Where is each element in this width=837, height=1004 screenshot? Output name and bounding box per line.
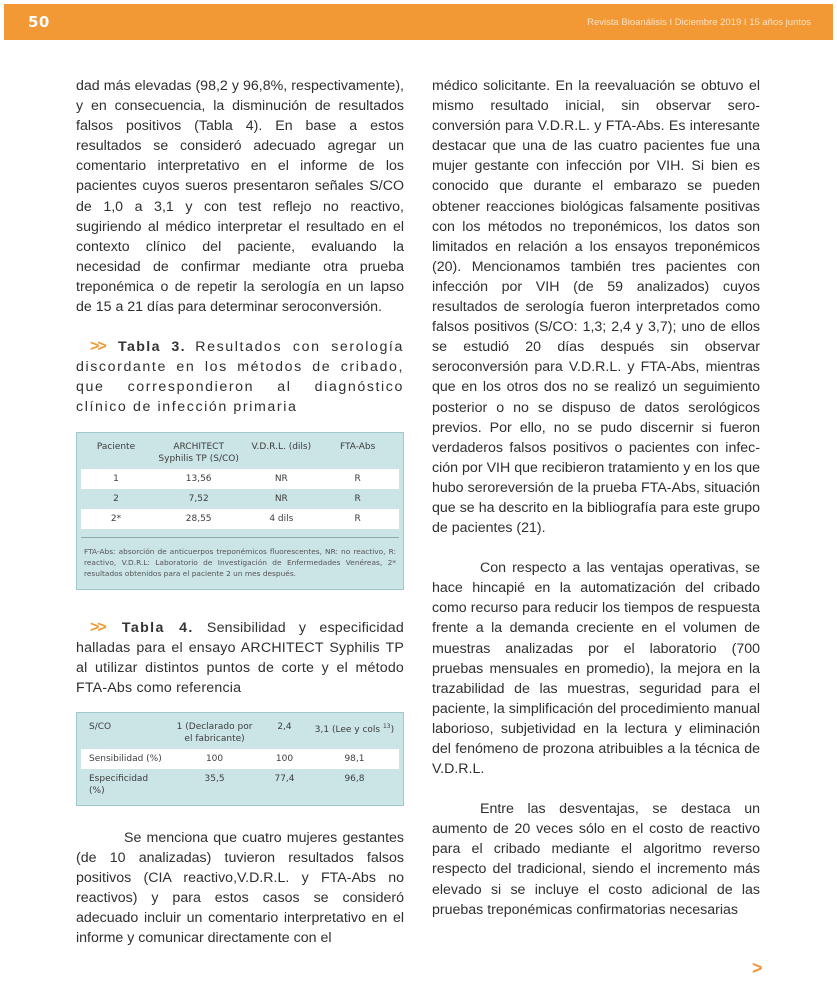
- table3-caption-text: Resultados con serología discordante en los métodos de cribado, que correspondieron al diagnóstico clínico de infección primaria: [76, 339, 404, 416]
- spacer: [432, 538, 760, 558]
- table-header-cell: 3,1 (Lee y cols $^{13}$): [314, 722, 395, 735]
- table3-caption: [76, 337, 404, 417]
- right-column: [432, 76, 760, 920]
- table-cell: 1: [81, 469, 151, 489]
- table4-caption: [76, 618, 404, 698]
- double-chevron-icon: >>: [90, 618, 105, 636]
- table-cell: Especificidad (%): [89, 773, 149, 796]
- table-cell: 2: [113, 493, 119, 504]
- table-row: [81, 489, 399, 509]
- table3-label: Tabla 3.: [117, 339, 187, 356]
- journal-title: Revista Bioanálisis I Diciembre 2019 I 15 años juntos: [587, 16, 811, 28]
- table-cell: 100: [170, 749, 259, 769]
- table-cell: 77,4: [274, 773, 295, 784]
- spacer: [76, 698, 404, 712]
- spacer: [76, 590, 404, 618]
- table-cell: R: [354, 493, 361, 504]
- table-cell: 98,1: [310, 749, 399, 769]
- table4-grid: [81, 717, 399, 801]
- table3-footnote: FTA-Abs: absorción de anticuerpos treponémicos fluorescentes, NR: no reactivo, R: reactivo, V.D.R.L: Laboratorio de Investigación de Enfermedades Venéreas, 2* resultados obtenidos para el paciente 2 un mes después.: [81, 537, 399, 583]
- table-cell: NR: [274, 493, 288, 504]
- paragraph: Se menciona que cuatro mujeres gestantes (de 10 analizadas) tuvieron resultados falsos positivos (CIA reactivo,V.D.R.L. y FTA-Abs no reactivos) y para estos casos se consideró adecuado incluir un comentario interpretativo en el informe y comunicar directamente con el: [76, 829, 404, 947]
- table-row: [81, 769, 399, 801]
- table-header-cell: Paciente: [96, 441, 136, 452]
- table-cell: R: [316, 469, 399, 489]
- table-header-row: [81, 437, 399, 469]
- table-cell: 28,55: [151, 509, 246, 529]
- table-header-cell: 2,4: [277, 721, 292, 732]
- spacer: [76, 806, 404, 828]
- table-cell: 13,56: [151, 469, 246, 489]
- next-page-chevron-icon: >: [752, 958, 763, 978]
- spacer: [76, 418, 404, 432]
- table-header-cell: 1 (Declarado por el fabricante): [176, 721, 253, 744]
- table-header-row: [81, 717, 399, 749]
- table-cell: 35,5: [204, 773, 225, 784]
- spacer: [432, 779, 760, 799]
- table-cell: R: [316, 509, 399, 529]
- table4-caption-text: Sensibilidad y especificidad halladas para el ensayo ARCHITECT Syphilis TP al utilizar distintos puntos de corte y el método FTA-Abs como referencia: [76, 619, 404, 696]
- table-header-cell: V.D.R.L. (dils): [251, 441, 312, 452]
- table-row: [81, 509, 399, 529]
- table-row: [81, 749, 399, 769]
- paragraph: Con respecto a las ventajas operativas, se hace hincapié en la automatización del cribado como recurso para reducir los tiempos de respuesta frente a la demanda creciente en el volumen de muestras analizadas por el laboratorio (700 pruebas mensuales en promedio), la mejora en la trazabilidad de las muestras, seguridad para el paciente, la simplificación del procedimiento manual laborioso, subjetividad en la lectura y eliminación del fenómeno de prozona atribuibles a la técnica de V.D.R.L.: [432, 560, 760, 778]
- table-row: [81, 469, 399, 489]
- table-header-cell: S/CO: [89, 721, 112, 732]
- header-bar: [4, 4, 833, 40]
- table3: [76, 432, 404, 590]
- paragraph: Entre las desventajas, se destaca un aumento de 20 veces sólo en el costo de reactivo para el cribado mediante el algoritmo reverso respecto del tradicional, siendo el incremento más elevado si se incluye el costo adicional de las pruebas treponémicas confirmatorias necesarias: [432, 801, 760, 918]
- table-cell: Sensibilidad (%): [81, 749, 170, 769]
- table4: [76, 712, 404, 806]
- table-header-cell: ARCHITECT Syphilis TP (S/CO): [158, 441, 239, 464]
- reference-number: 13: [382, 722, 391, 730]
- table3-grid: [81, 437, 399, 529]
- table-cell: 7,52: [188, 493, 209, 504]
- paragraph: médico solicitante. En la reevaluación se obtuvo el mismo resultado inicial, sin observar sero-conversión para V.D.R.L. y FTA-Abs. Es interesante destacar que una de las cuatro pacientes fue una mujer gestante con infección por VIH. Si bien es conocido que durante el embarazo se pueden obtener reacciones biológicas falsamente positivas con los métodos no treponémicos, los datos son limitados en relación a los ensayos treponémicos (20). Mencionamos también tres pacientes con infección por VIH (de 59 analizados) cuyos resultados de serología fueron interpretados como falsos positivos (S/CO: 1,3; 2,4 y 3,7); uno de ellos se estudió 20 días después sin observar seroconversión para V.D.R.L. y FTA-Abs, mientras que en los otros dos no se realizó un seguimiento posterior o no se dispuso de datos serológicos previos. Por ello, no se pudo discernir si fueron verdaderos falsos positivos o pacientes con infec- ción por VIH que recibieron tratamiento y en los que hubo seroreversión de la prueba FTA-Abs, situación que se ha descrito en la bibliografía para este grupo de pacientes (21).: [432, 78, 760, 537]
- left-column: [76, 76, 404, 948]
- double-chevron-icon: >>: [90, 338, 105, 356]
- spacer: [76, 317, 404, 337]
- table-cell: 100: [259, 749, 310, 769]
- table-cell: 96,8: [344, 773, 365, 784]
- table-cell: 4 dils: [246, 509, 316, 529]
- table-cell: NR: [246, 469, 316, 489]
- table-header-cell: FTA-Abs: [339, 441, 376, 452]
- table4-label: Tabla 4.: [121, 619, 194, 636]
- header-text: 3,1 (Lee y cols: [314, 724, 381, 735]
- page-number: 50: [28, 13, 50, 31]
- paragraph: dad más elevadas (98,2 y 96,8%, respectivamente), y en consecuencia, la disminución de resultados falsos positivos (Tabla 4). En base a estos resultados se consideró adecuado agregar un comentario interpretativo en el informe de los pacientes cuyos sueros presentaron señales S/CO de 1,0 a 3,1 y con test reflejo no reactivo, sugiriendo al médico interpretar el resultado en el contexto clínico del paciente, evaluando la necesidad de confirmar mediante otra prueba treponémica o de repetir la serología en un lapso de 15 a 21 días para determinar seroconversión.: [76, 78, 404, 316]
- table-cell: 2*: [81, 509, 151, 529]
